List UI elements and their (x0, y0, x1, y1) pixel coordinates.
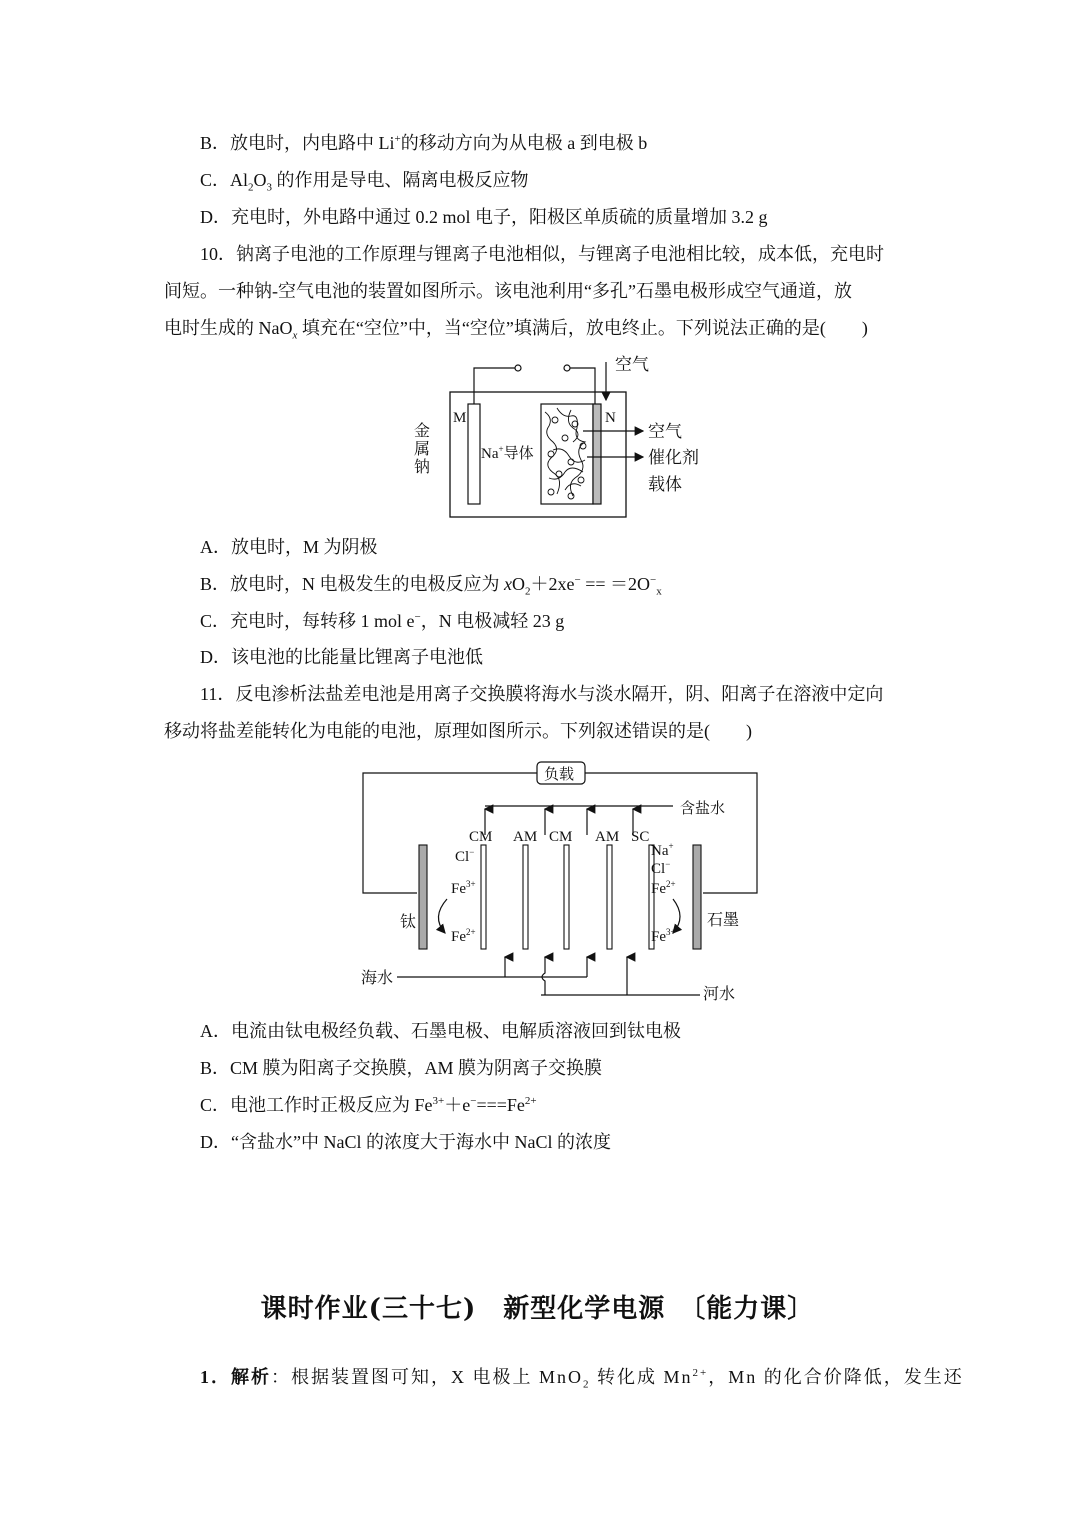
q11-option-b: B．CM 膜为阳离子交换膜，AM 膜为阴离子交换膜 (200, 1058, 603, 1078)
q11-stem-line1: 11．反电渗析法盐差电池是用离子交换膜将海水与淡水隔开，阴、阳离子在溶液中定向 (200, 684, 884, 704)
label-titanium: 钛 (400, 914, 417, 931)
label-metal-sodium-3: 钠 (414, 459, 431, 476)
q10-option-d: D．该电池的比能量比锂离子电池低 (200, 647, 483, 667)
label-metal-sodium-1: 金 (414, 423, 431, 440)
label-membrane-cm-1: CM (469, 829, 493, 845)
label-cl-left: Cl− (455, 847, 475, 865)
salinity-gradient-battery-diagram (355, 757, 765, 1007)
label-graphite: 石墨 (707, 912, 740, 929)
label-air-right: 空气 (648, 422, 682, 441)
q10-stem-line2: 间短。一种钠-空气电池的装置如图所示。该电池利用“多孔”石墨电极形成空气通道，放 (164, 281, 852, 301)
label-metal-sodium-2: 属 (414, 441, 431, 458)
titanium-electrode (419, 845, 427, 949)
label-membrane-cm-2: CM (549, 829, 573, 845)
label-membrane-am-1: AM (513, 829, 538, 845)
electrode-m (468, 404, 480, 504)
q11-option-c: C．电池工作时正极反应为 $Fe^{3+}+e^-===Fe^{2+}$ (200, 1095, 537, 1115)
q9-option-b: B．放电时，内电路中 Li+的移动方向为从电极 a 到电极 b (200, 133, 648, 153)
label-membrane-am-2: AM (595, 829, 620, 845)
label-na-conductor: Na+导体 (481, 444, 534, 462)
label-membrane-sc: SC (631, 829, 650, 845)
label-salt-water: 含盐水 (680, 801, 726, 817)
q10-stem-line3: 电时生成的 NaO$_x$ 填充在“空位”中，当“空位”填满后，放电终止。下列说法正确的是( ) (164, 318, 868, 342)
label-n: N (605, 410, 616, 426)
label-fe3-right: $Fe^{3+}$ (651, 927, 676, 945)
terminal-right (564, 365, 570, 371)
q10-option-c: C．充电时，每转移 1 mol e−，N 电极减轻 23 g (200, 611, 565, 631)
membrane-1 (481, 845, 486, 949)
label-air-top: 空气 (615, 355, 649, 374)
label-catalyst: 催化剂 (648, 448, 699, 467)
label-na-right: Na+ (651, 841, 674, 859)
label-fe2-right: $Fe^{2+}$ (651, 879, 676, 897)
q10-option-b: B．放电时，N 电极发生的电极反应为 $xO_2+2xe^- == =2O^-_x$ (200, 574, 662, 598)
label-m: M (453, 410, 467, 426)
label-sea-water: 海水 (361, 970, 394, 987)
q9-option-c: C．$Al_2O_3$ 的作用是导电、隔离电极反应物 (200, 170, 529, 194)
membrane-2 (523, 845, 528, 949)
label-load: 负载 (544, 767, 575, 783)
membrane-3 (564, 845, 569, 949)
electrode-n (593, 404, 601, 504)
label-carrier: 载体 (648, 475, 682, 494)
label-fe3-left: $Fe^{3+}$ (451, 879, 476, 897)
graphite-electrode (693, 845, 701, 949)
label-cl-right: Cl− (651, 859, 671, 877)
label-fe2-left: $Fe^{2+}$ (451, 927, 476, 945)
q11-option-a: A．电流由钛电极经负载、石墨电极、电解质溶液回到钛电极 (200, 1021, 681, 1041)
answer-1: 1．解析：根据装置图可知，X 电极上 MnO$_2$ 转化成 $Mn^{2+}$，Mn 的化合价降低，发生还 (200, 1367, 964, 1391)
q10-option-a: A．放电时，M 为阴极 (200, 537, 378, 557)
label-river-water: 河水 (703, 986, 736, 1003)
section-title: 课时作业(三十七) 新型化学电源 〔能力课〕 (260, 1294, 815, 1324)
membrane-4 (607, 845, 612, 949)
q11-option-d: D．“含盐水”中 NaCl 的浓度大于海水中 NaCl 的浓度 (200, 1132, 611, 1152)
q10-stem-line1: 10．钠离子电池的工作原理与锂离子电池相似，与锂离子电池相比较，成本低，充电时 (200, 244, 884, 264)
terminal-left (515, 365, 521, 371)
q9-option-d: D．充电时，外电路中通过 0.2 mol 电子，阳极区单质硫的质量增加 3.2 g (200, 207, 768, 227)
porous-graphite (541, 404, 593, 504)
sodium-air-battery-diagram (405, 350, 725, 525)
q11-stem-line2: 移动将盐差能转化为电能的电池，原理如图所示。下列叙述错误的是( ) (164, 721, 752, 741)
